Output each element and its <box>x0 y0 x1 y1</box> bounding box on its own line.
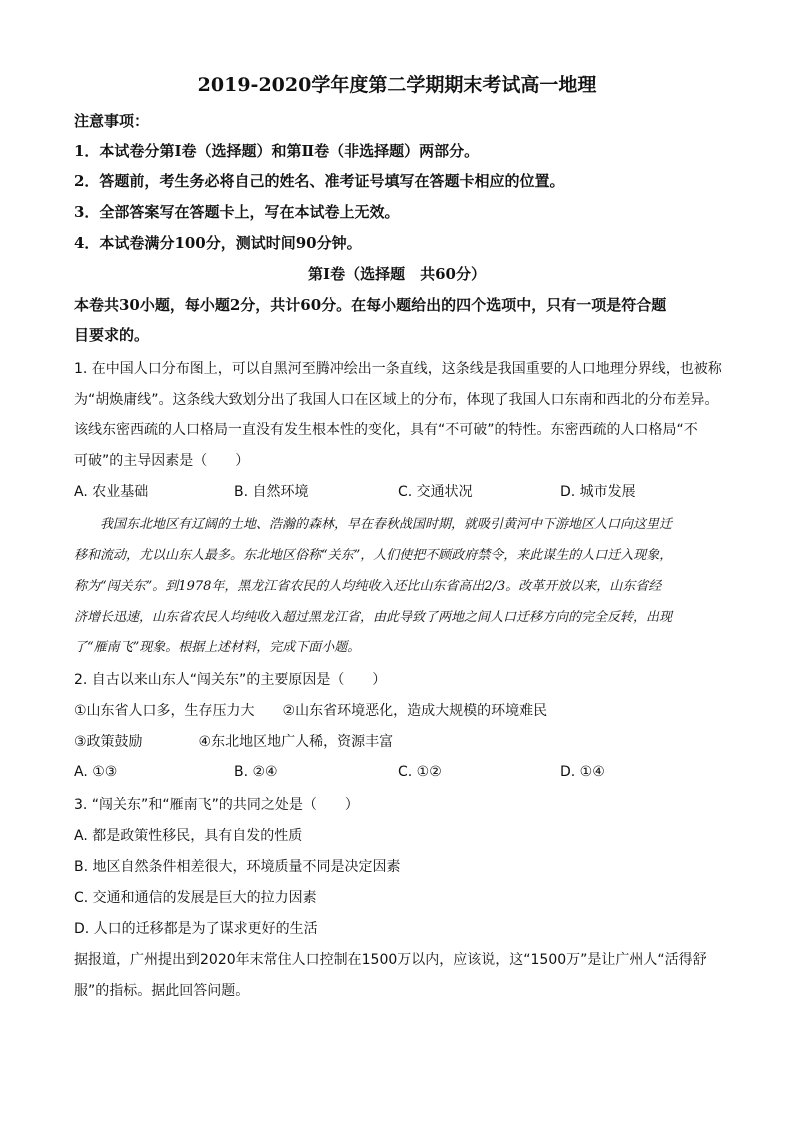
section-heading: 第Ⅰ卷（选择题 共60分） <box>308 265 486 283</box>
q2-option-d: D. ①④ <box>560 764 605 780</box>
q1-option-d: D. 城市发展 <box>560 484 636 500</box>
q2-option-a: A. ①③ <box>74 764 118 780</box>
q1-option-a: A. 农业基础 <box>74 484 149 500</box>
q2-option-c: C. ①② <box>398 764 442 780</box>
q1-options <box>74 482 734 502</box>
q1-stem-line-4: 可破”的主导因素是（ ） <box>74 453 250 469</box>
q3-option-b: B. 地区自然条件相差很大，环境质量不同是决定因素 <box>74 859 401 875</box>
q2-statement-line-2: ③政策鼓励 ④东北地区地广人稀，资源丰富 <box>74 734 394 750</box>
q1-option-b: B. 自然环境 <box>234 484 309 500</box>
q3-option-d: D. 人口的迁移都是为了谋求更好的生活 <box>74 921 318 937</box>
passage-line-5: 了“雁南飞”现象。根据上述材料，完成下面小题。 <box>74 640 361 655</box>
passage-line-1: 我国东北地区有辽阔的土地、浩瀚的森林，早在春秋战国时期，就吸引黄河中下游地区人口向这里迁 <box>100 517 673 532</box>
q3-option-a: A. 都是政策性移民，具有自发的性质 <box>74 828 303 844</box>
note-1: 1．本试卷分第Ⅰ卷（选择题）和第Ⅱ卷（非选择题）两部分。 <box>74 142 480 160</box>
q1-option-c: C. 交通状况 <box>398 484 473 500</box>
note-2: 2．答题前，考生务必将自己的姓名、准考证号填写在答题卡相应的位置。 <box>74 172 565 190</box>
q2-stem: 2. 自古以来山东人“闯关东”的主要原因是（ ） <box>74 672 387 688</box>
q1-stem-line-3: 该线东密西疏的人口格局一直没有发生根本性的变化，具有“不可破”的特性。东密西疏的人口格局“不 <box>74 422 698 438</box>
page-title: 2019-2020学年度第二学期期末考试高一地理 <box>197 74 597 96</box>
passage-line-4: 济增长迅速，山东省农民人均纯收入超过黑龙江省，由此导致了两地之间人口迁移方向的完全反转，出现 <box>74 610 673 625</box>
q4-intro-line-2: 服”的指标。据此回答问题。 <box>74 983 250 999</box>
section-instruction-line-2: 目要求的。 <box>74 326 150 344</box>
q2-option-b: B. ②④ <box>234 764 278 780</box>
notes-heading: 注意事项： <box>74 112 150 130</box>
q3-option-c: C. 交通和通信的发展是巨大的拉力因素 <box>74 890 317 906</box>
section-instruction-line-1: 本卷共30小题，每小题2分，共计60分。在每小题给出的四个选项中，只有一项是符合题 <box>74 296 667 314</box>
passage-line-3: 称为“闯关东”。到1978年，黑龙江省农民的人均纯收入还比山东省高出2/3。改革开放以来，山东省经 <box>74 579 662 594</box>
q1-stem-line-2: 为“胡焕庸线”。这条线大致划分出了我国人口在区域上的分布，体现了我国人口东南和西北的分布差异。 <box>74 392 719 408</box>
note-4: 4．本试卷满分100分，测试时间90分钟。 <box>74 234 362 252</box>
passage-line-2: 移和流动，尤以山东人最多。东北地区俗称“关东”，人们使把不顾政府禁令，来此谋生的人口迁入现象， <box>74 548 673 563</box>
q1-stem-line-1: 1. 在中国人口分布图上，可以自黑河至腾冲绘出一条直线，这条线是我国重要的人口地理分界线，也被称 <box>74 361 722 377</box>
note-3: 3．全部答案写在答题卡上，写在本试卷上无效。 <box>74 203 400 221</box>
q4-intro-line-1: 据报道，广州提出到2020年末常住人口控制在1500万以内，应该说，这“1500万”是让广州人“活得舒 <box>74 952 707 968</box>
q3-stem: 3. “闯关东”和“雁南飞”的共同之处是（ ） <box>74 797 359 813</box>
q2-options <box>74 762 734 782</box>
q2-statement-line-1: ①山东省人口多，生存压力大 ②山东省环境恶化，造成大规模的环境难民 <box>74 703 548 719</box>
